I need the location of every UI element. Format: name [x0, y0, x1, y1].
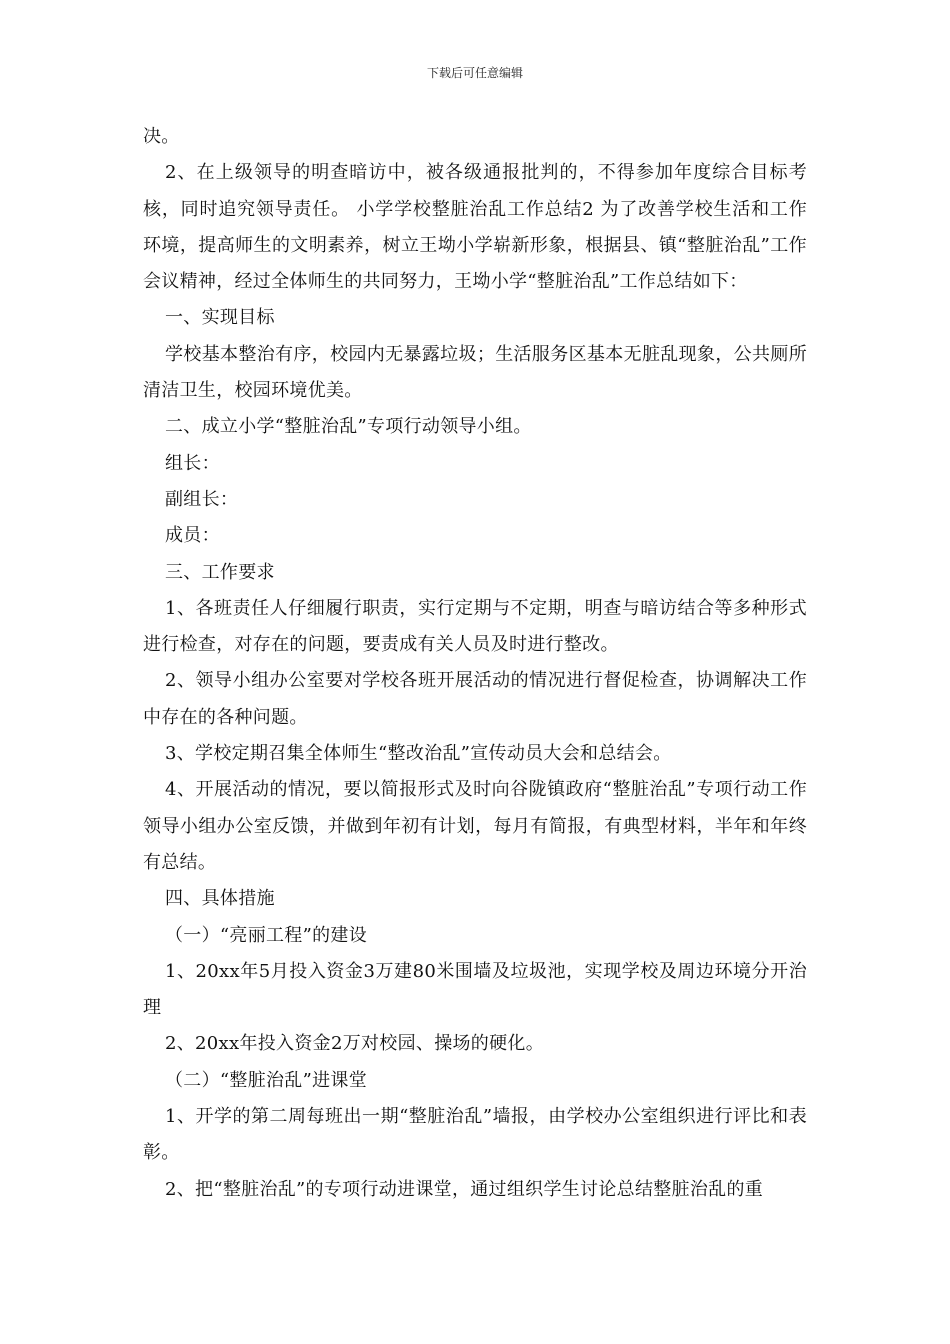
subsection-heading: （二）“整脏治乱”进课堂 — [165, 1069, 368, 1091]
paragraph: 2、20xx年投入资金2万对校园、操场的硬化。 — [165, 1033, 545, 1055]
paragraph: 2、领导小组办公室要对学校各班开展活动的情况进行督促检查，协调解决工作中存在的各种问题。 — [143, 670, 807, 728]
paragraph: 4、开展活动的情况，要以简报形式及时向谷陇镇政府“整脏治乱”专项行动工作领导小组办公室反馈，并做到年初有计划，每月有简报，有典型材料，半年和年终有总结。 — [143, 779, 807, 873]
paragraph: 决。 — [143, 126, 180, 147]
paragraph: 1、20xx年5月投入资金3万建80米围墙及垃圾池，实现学校及周边环境分开治理 — [143, 960, 807, 1019]
paragraph: 2、把“整脏治乱”的专项行动进课堂，通过组织学生讨论总结整脏治乱的重 — [165, 1178, 764, 1200]
paragraph: 3、学校定期召集全体师生“整改治乱”宣传动员大会和总结会。 — [165, 743, 672, 765]
section-heading: 四、具体措施 — [165, 888, 275, 910]
paragraph: 1、各班责任人仔细履行职责，实行定期与不定期，明查与暗访结合等多种形式进行检查，对存在的问题，要责成有关人员及时进行整改。 — [143, 597, 807, 656]
paragraph: 1、开学的第二周每班出一期“整脏治乱”墙报，由学校办公室组织进行评比和表彰。 — [143, 1106, 807, 1164]
subsection-heading: （一）“亮丽工程”的建设 — [165, 924, 368, 946]
paragraph: 学校基本整治有序，校园内无暴露垃圾；生活服务区基本无脏乱现象，公共厕所清洁卫生，校园环境优美。 — [143, 343, 807, 402]
document-body — [143, 119, 807, 1208]
section-heading: 一、实现目标 — [165, 307, 275, 329]
paragraph: 2、在上级领导的明查暗访中，被各级通报批判的，不得参加年度综合目标考核，同时追究领导责任。 小学学校整脏治乱工作总结2 为了改善学校生活和工作环境，提高师生的文明素养，树立王坳小学崭新形象，根据县、镇“整脏治乱”工作会议精神，经过全体师生的共同努力，王坳小学“整脏治乱”工作总结如下： — [143, 162, 807, 293]
list-item: 组长： — [165, 452, 220, 474]
list-item: 成员： — [165, 525, 220, 547]
page-header: 下载后可任意编辑 — [426, 66, 523, 80]
section-heading: 二、成立小学“整脏治乱”专项行动领导小组。 — [165, 416, 532, 438]
list-item: 副组长： — [165, 488, 239, 510]
section-heading: 三、工作要求 — [165, 561, 275, 583]
